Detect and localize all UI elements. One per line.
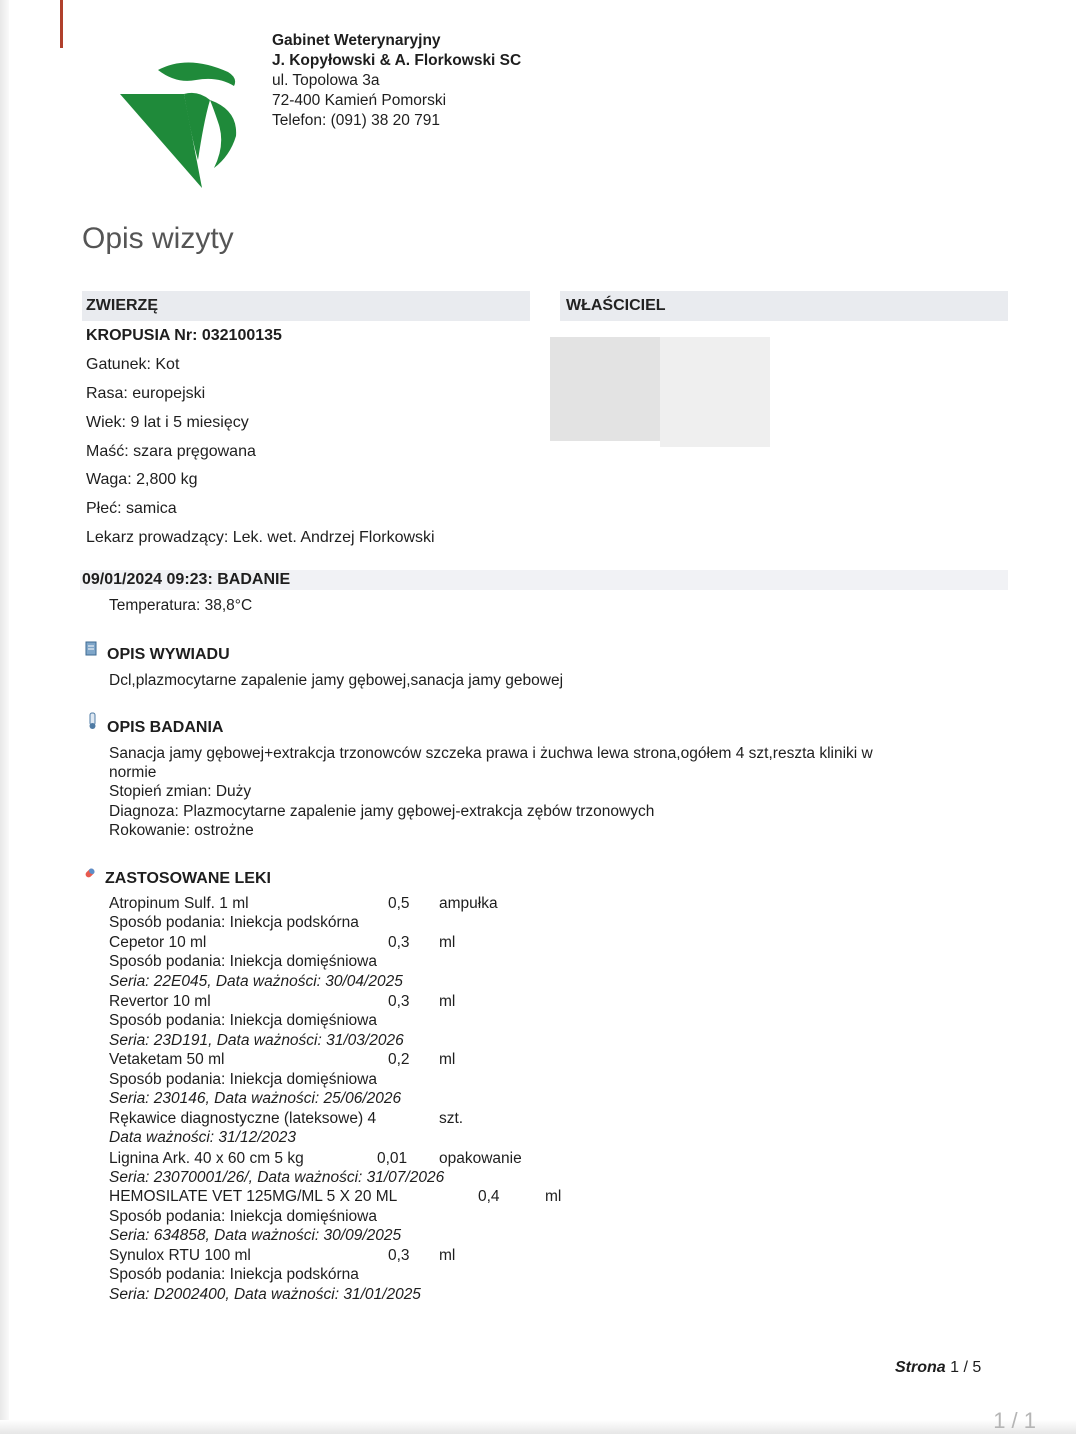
- drug-name: Atropinum Sulf. 1 ml: [109, 895, 249, 912]
- notepad-icon: [84, 640, 98, 658]
- pet-weight: Waga: 2,800 kg: [86, 471, 198, 488]
- drug-route: Sposób podania: Iniekcja podskórna: [109, 914, 359, 931]
- exam-line: normie: [109, 764, 157, 781]
- clinic-logo: [118, 60, 250, 188]
- pet-vet: Lekarz prowadzący: Lek. wet. Andrzej Florkowski: [86, 529, 435, 546]
- drug-unit: szt.: [439, 1110, 464, 1127]
- exam-severity: Stopień zmian: Duży: [109, 783, 252, 800]
- temperature: Temperatura: 38,8°C: [109, 597, 253, 614]
- pet-breed: Rasa: europejski: [86, 385, 206, 402]
- drug-unit: ml: [439, 993, 456, 1010]
- drug-name: Cepetor 10 ml: [109, 934, 207, 951]
- interview-header: OPIS WYWIADU: [107, 646, 230, 663]
- drug-qty: 0,5: [388, 895, 410, 912]
- owner-redaction: [550, 337, 660, 441]
- drug-name: Lignina Ark. 40 x 60 cm 5 kg: [109, 1150, 304, 1167]
- page-value: 1 / 5: [950, 1359, 982, 1376]
- clinic-name: Gabinet Weterynaryjny: [272, 32, 441, 49]
- pet-sex: Płeć: samica: [86, 500, 177, 517]
- drug-unit: ml: [439, 1247, 456, 1264]
- drug-route: Sposób podania: Iniekcja domięśniowa: [109, 1071, 377, 1088]
- owner-header: WŁAŚCICIEL: [566, 297, 666, 314]
- owner-redaction-2: [660, 337, 770, 447]
- drug-name: Synulox RTU 100 ml: [109, 1247, 251, 1264]
- drug-unit: ampułka: [439, 895, 498, 912]
- exam-diagnosis: Diagnoza: Plazmocytarne zapalenie jamy gębowej-extrakcja zębów trzonowych: [109, 803, 655, 820]
- drug-unit: ml: [439, 934, 456, 951]
- drug-series: Seria: 23070001/26/, Data ważności: 31/07/2026: [109, 1169, 445, 1186]
- drug-name: Vetaketam 50 ml: [109, 1051, 225, 1068]
- pet-color: Maść: szara pręgowana: [86, 443, 256, 460]
- drug-series: Data ważności: 31/12/2023: [109, 1129, 296, 1146]
- pet-name: KROPUSIA Nr: 032100135: [86, 327, 282, 344]
- scan-mark: [60, 0, 63, 48]
- drug-qty: 0,3: [388, 1247, 410, 1264]
- scan-ghost-text: 1 / 1: [993, 1408, 1036, 1433]
- interview-text: Dcl,plazmocytarne zapalenie jamy gębowej,sanacja jamy gebowej: [109, 672, 564, 689]
- clinic-city: 72-400 Kamień Pomorski: [272, 92, 447, 109]
- clinic-address: [272, 31, 521, 131]
- drug-route: Sposób podania: Iniekcja domięśniowa: [109, 1208, 377, 1225]
- drug-series: Seria: 634858, Data ważności: 30/09/2025: [109, 1227, 402, 1244]
- drug-unit: ml: [439, 1051, 456, 1068]
- drug-name: Revertor 10 ml: [109, 993, 211, 1010]
- clinic-owners: J. Kopyłowski & A. Florkowski SC: [272, 52, 522, 69]
- pet-age: Wiek: 9 lat i 5 miesięcy: [86, 414, 249, 431]
- drug-qty: 0,3: [388, 934, 410, 951]
- animal-header: ZWIERZĘ: [86, 297, 158, 314]
- drug-name: HEMOSILATE VET 125MG/ML 5 X 20 ML: [109, 1188, 398, 1205]
- exam-prognosis: Rokowanie: ostrożne: [109, 822, 254, 839]
- exam-line: Sanacja jamy gębowej+extrakcja trzonowców szczeka prawa i żuchwa lewa strona,ogółem 4 szt,reszta kliniki w: [109, 745, 873, 762]
- pill-icon: [83, 864, 97, 882]
- scan-bottom-edge: [0, 1420, 1076, 1434]
- scan-edge: [0, 0, 9, 1434]
- drug-qty: 0,01: [377, 1150, 408, 1167]
- drug-qty: 0,3: [388, 993, 410, 1010]
- drug-route: Sposób podania: Iniekcja domięśniowa: [109, 1012, 377, 1029]
- drug-series: Seria: 23D191, Data ważności: 31/03/2026: [109, 1032, 404, 1049]
- drug-route: Sposób podania: Iniekcja domięśniowa: [109, 953, 377, 970]
- thermometer-icon: [86, 712, 100, 730]
- clinic-street: ul. Topolowa 3a: [272, 72, 380, 89]
- visit-header: 09/01/2024 09:23: BADANIE: [82, 571, 291, 588]
- drug-unit: ml: [545, 1188, 562, 1205]
- exam-header: OPIS BADANIA: [107, 719, 224, 736]
- page-title: Opis wizyty: [82, 222, 234, 255]
- drugs-header: ZASTOSOWANE LEKI: [105, 870, 271, 887]
- page-label: Strona: [895, 1359, 946, 1376]
- drug-route: Sposób podania: Iniekcja podskórna: [109, 1266, 359, 1283]
- drug-series: Seria: D2002400, Data ważności: 31/01/2025: [109, 1286, 421, 1303]
- page-number: [895, 1359, 981, 1377]
- drug-name: Rękawice diagnostyczne (lateksowe) 4: [109, 1110, 377, 1127]
- pet-species: Gatunek: Kot: [86, 356, 180, 373]
- drug-series: Seria: 22E045, Data ważności: 30/04/2025: [109, 973, 403, 990]
- drug-qty: 0,4: [478, 1188, 500, 1205]
- drug-series: Seria: 230146, Data ważności: 25/06/2026: [109, 1090, 402, 1107]
- drug-qty: 0,2: [388, 1051, 410, 1068]
- clinic-phone: Telefon: (091) 38 20 791: [272, 112, 441, 129]
- drug-unit: opakowanie: [439, 1150, 522, 1167]
